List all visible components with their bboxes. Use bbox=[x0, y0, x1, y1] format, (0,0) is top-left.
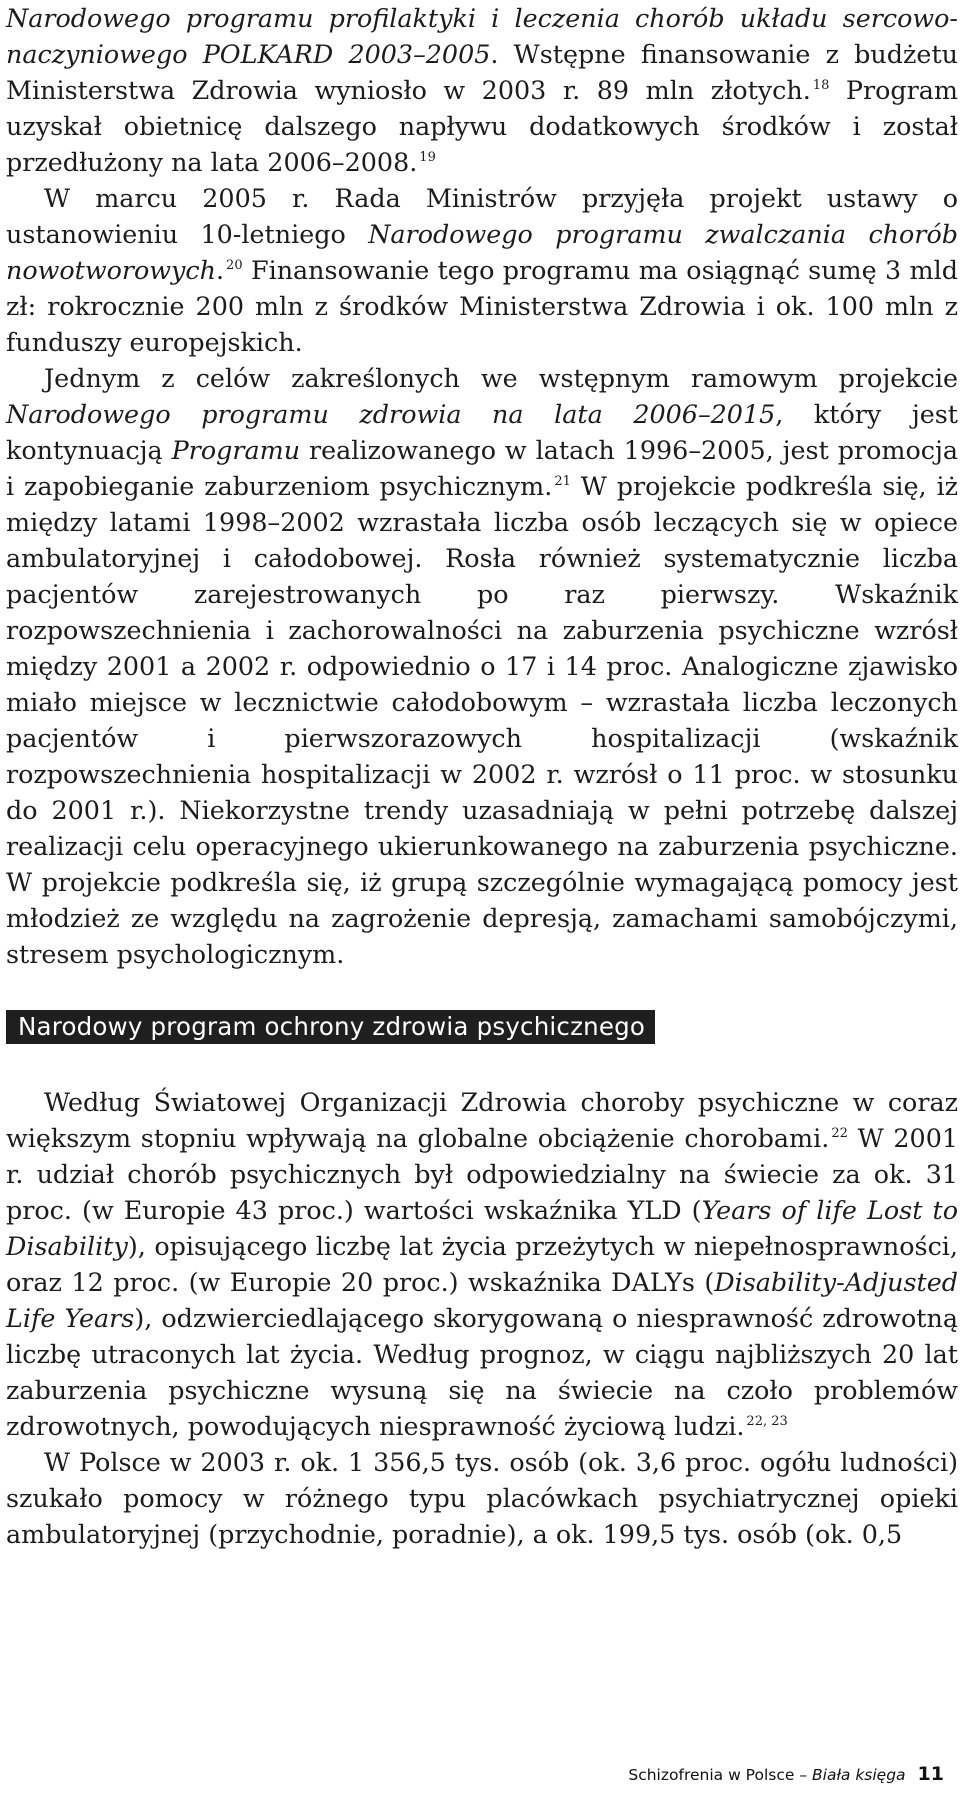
footnote-ref: 22, 23 bbox=[746, 1414, 788, 1429]
text-run: realizowanego w latach 1996–2005, jest promocja i zapobieganie zaburzeniom psychicznym. bbox=[6, 435, 959, 501]
text-run: W marcu 2005 r. Rada Ministrów przyjęła projekt ustawy o ustanowieniu 10-letniego bbox=[6, 183, 958, 249]
section-heading: Narodowy program ochrony zdrowia psychicznego bbox=[6, 1010, 655, 1044]
italic-title: Narodowego programu zwalczania chorób nowotworowych bbox=[6, 219, 958, 285]
paragraph-poland-2003 bbox=[6, 1444, 958, 1552]
text-run: Według Światowej Organizacji Zdrowia choroby psychiczne w coraz większym stopniu wpływają na globalne obciążenie chorobami. bbox=[6, 1087, 958, 1153]
text-run: . bbox=[215, 255, 225, 285]
italic-title: Programu bbox=[171, 435, 301, 465]
text-run: ), opisującego liczbę lat życia przeżytych w niepełnosprawności, oraz 12 proc. (w Europie 20 proc.) wskaźnika DALYs ( bbox=[6, 1231, 958, 1297]
text-run: Jednym z celów zakreślonych we wstępnym ramowym projekcie bbox=[44, 363, 958, 393]
text-run: W 2001 r. udział chorób psychicznych był odpowiedzialny na świecie za ok. 31 proc. (w Europie 43 proc.) wartości wskaźnika YLD ( bbox=[6, 1123, 958, 1225]
footnote-ref: 19 bbox=[419, 150, 436, 165]
text-run: , który jest kontynuacją bbox=[6, 399, 958, 465]
italic-title: Years of life Lost to Disability bbox=[6, 1195, 958, 1261]
paragraph-health-program bbox=[6, 360, 958, 972]
section-heading-container bbox=[6, 1010, 958, 1046]
italic-title: Disability-Adjusted Life Years bbox=[6, 1267, 958, 1333]
text-run: Finansowanie tego programu ma osiągnąć sumę 3 mld zł: rokrocznie 200 mln z środków Ministerstwa Zdrowia i ok. 100 mln z funduszy europejskich. bbox=[6, 255, 958, 357]
paragraph-polkard bbox=[6, 0, 958, 180]
text-run: Program uzyskał obietnicę dalszego napływu dodatkowych środków i został przedłużony na lata 2006–2008. bbox=[6, 75, 958, 177]
text-run: . Wstępne finansowanie z budżetu Ministerstwa Zdrowia wyniosło w 2003 r. 89 mln złotych. bbox=[6, 39, 958, 105]
footer-title: Schizofrenia w Polsce – Biała księga bbox=[628, 1766, 906, 1784]
paragraph-oncology-program bbox=[6, 180, 958, 360]
footnote-ref: 21 bbox=[554, 474, 571, 489]
text-run: W projekcie podkreśla się, iż między latami 1998–2002 wzrastała liczba osób leczących się w opiece ambulatoryjnej i całodobowej. Rosła również systematycznie liczba pacjentów zarejestrowanych po raz pierwszy. Wskaźnik rozpowszechnienia i zachorowalności na zaburzenia psychiczne wzrósł między 2001 a 2002 r. odpowiednio o 17 i 14 proc. Analogiczne zjawisko miało miejsce w lecznictwie całodobowym – wzrastała liczba leczonych pacjentów i pierwszorazowych hospitalizacji (wskaźnik rozpowszechnienia hospitalizacji w 2002 r. wzrósł o 11 proc. w stosunku do 2001 r.). Niekorzystne trendy uzasadniają w pełni potrzebę dalszej realizacji celu operacyjnego ukierunkowanego na zaburzenia psychiczne. W projekcie podkreśla się, iż grupą szczególnie wymagającą pomocy jest młodzież ze względu na zagrożenie depresją, zamachami samobójczymi, stresem psychologicznym. bbox=[6, 471, 958, 969]
footnote-ref: 18 bbox=[812, 78, 830, 93]
footer-title-italic: Biała księga bbox=[812, 1766, 906, 1784]
italic-title: Narodowego programu zdrowia na lata 2006–2015 bbox=[6, 399, 776, 429]
document-page bbox=[6, 0, 958, 1552]
footnote-ref: 20 bbox=[226, 258, 243, 273]
text-run: ), odzwierciedlającego skorygowaną o niesprawność zdrowotną liczbę utraconych lat życia. Według prognoz, w ciągu najbliższych 20 lat zaburzenia psychiczne wysuną się na świecie na czoło problemów zdrowotnych, powodujących niesprawność życiową ludzi. bbox=[6, 1303, 958, 1441]
paragraph-who bbox=[6, 1084, 958, 1444]
italic-title: Narodowego programu profilaktyki i leczenia chorób układu sercowo-naczyniowego POLKARD 2003–2005 bbox=[6, 3, 958, 69]
text-run: W Polsce w 2003 r. ok. 1 356,5 tys. osób (ok. 3,6 proc. ogółu ludności) szukało pomocy w różnego typu placówkach psychiatrycznej opieki ambulatoryjnej (przychodnie, poradnie), a ok. 199,5 tys. osób (ok. 0,5 bbox=[6, 1447, 958, 1549]
page-footer bbox=[628, 1763, 944, 1785]
footnote-ref: 22 bbox=[831, 1126, 848, 1141]
page-number: 11 bbox=[917, 1763, 944, 1785]
